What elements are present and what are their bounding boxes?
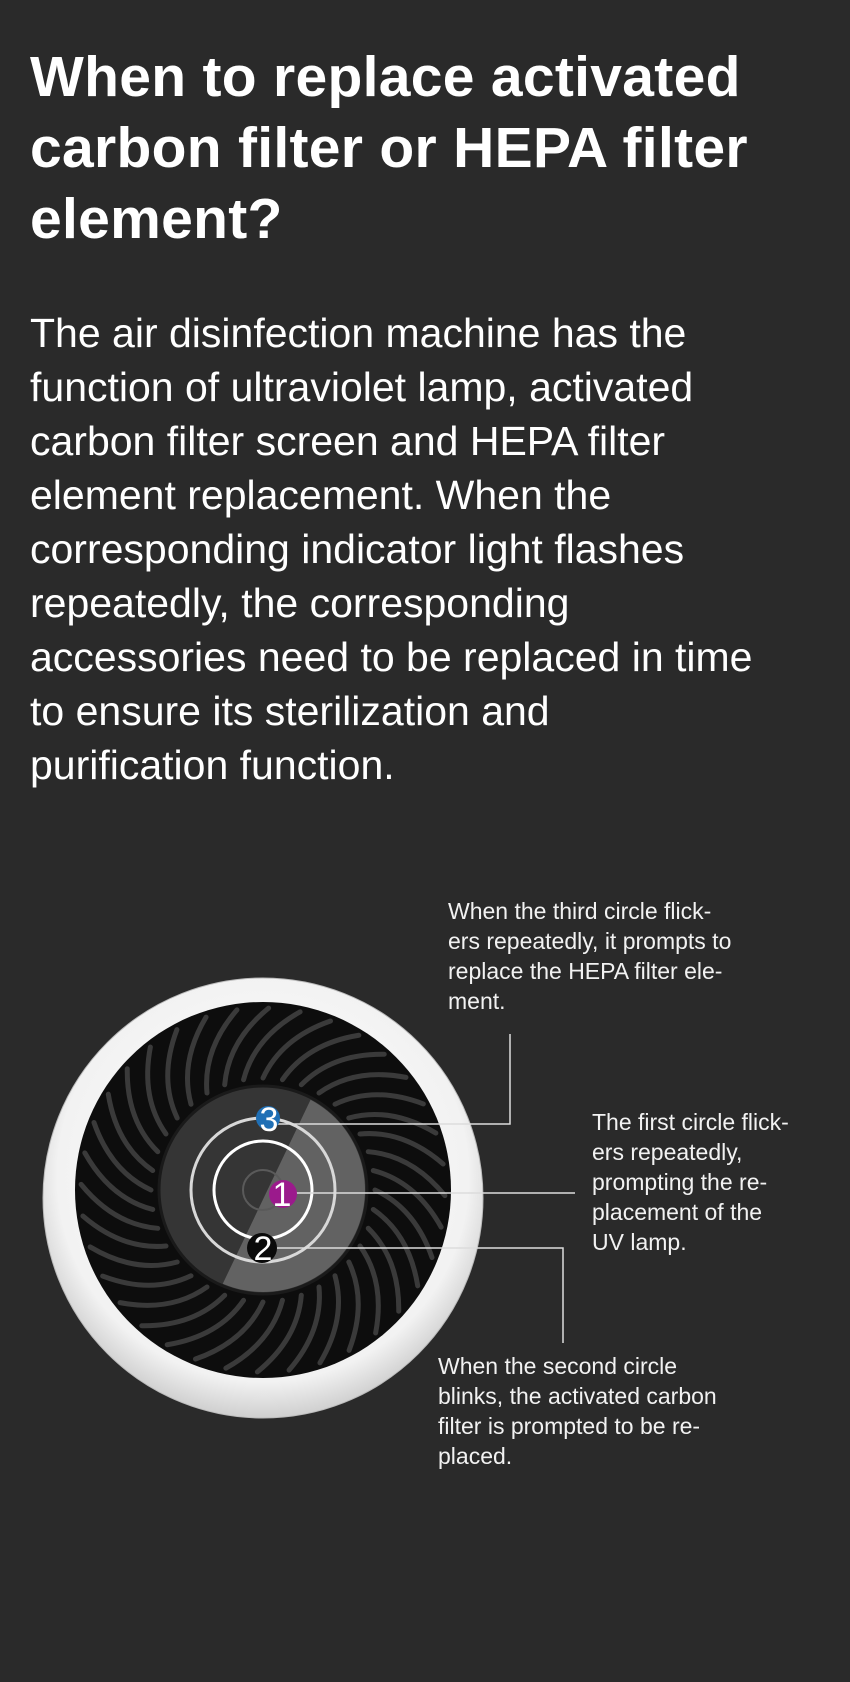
annotation-first-circle: The first circle flick- ers repeatedly, prompting the re- placement of the UV lamp. — [592, 1109, 789, 1255]
marker-second-label: 2 — [253, 1230, 273, 1268]
description-paragraph: The air disinfection machine has the function of ultraviolet lamp, activated carbon filter screen and HEPA filter element replacement. When the corresponding indicator light flashes repeatedly, the corresponding accessories need to be replaced in time to ensure its sterilization and purification function. — [30, 310, 753, 788]
marker-third-label: 3 — [259, 1101, 279, 1139]
marker-first-label: 1 — [272, 1176, 292, 1214]
page-title: When to replace activated carbon filter or HEPA filter element? — [30, 45, 748, 251]
annotation-second-circle: When the second circle blinks, the activated carbon filter is prompted to be re- placed. — [438, 1353, 717, 1469]
marker-third — [256, 1101, 280, 1139]
annotation-third-circle: When the third circle flick- ers repeatedly, it prompts to replace the HEPA filter ele- ment. — [448, 898, 732, 1014]
